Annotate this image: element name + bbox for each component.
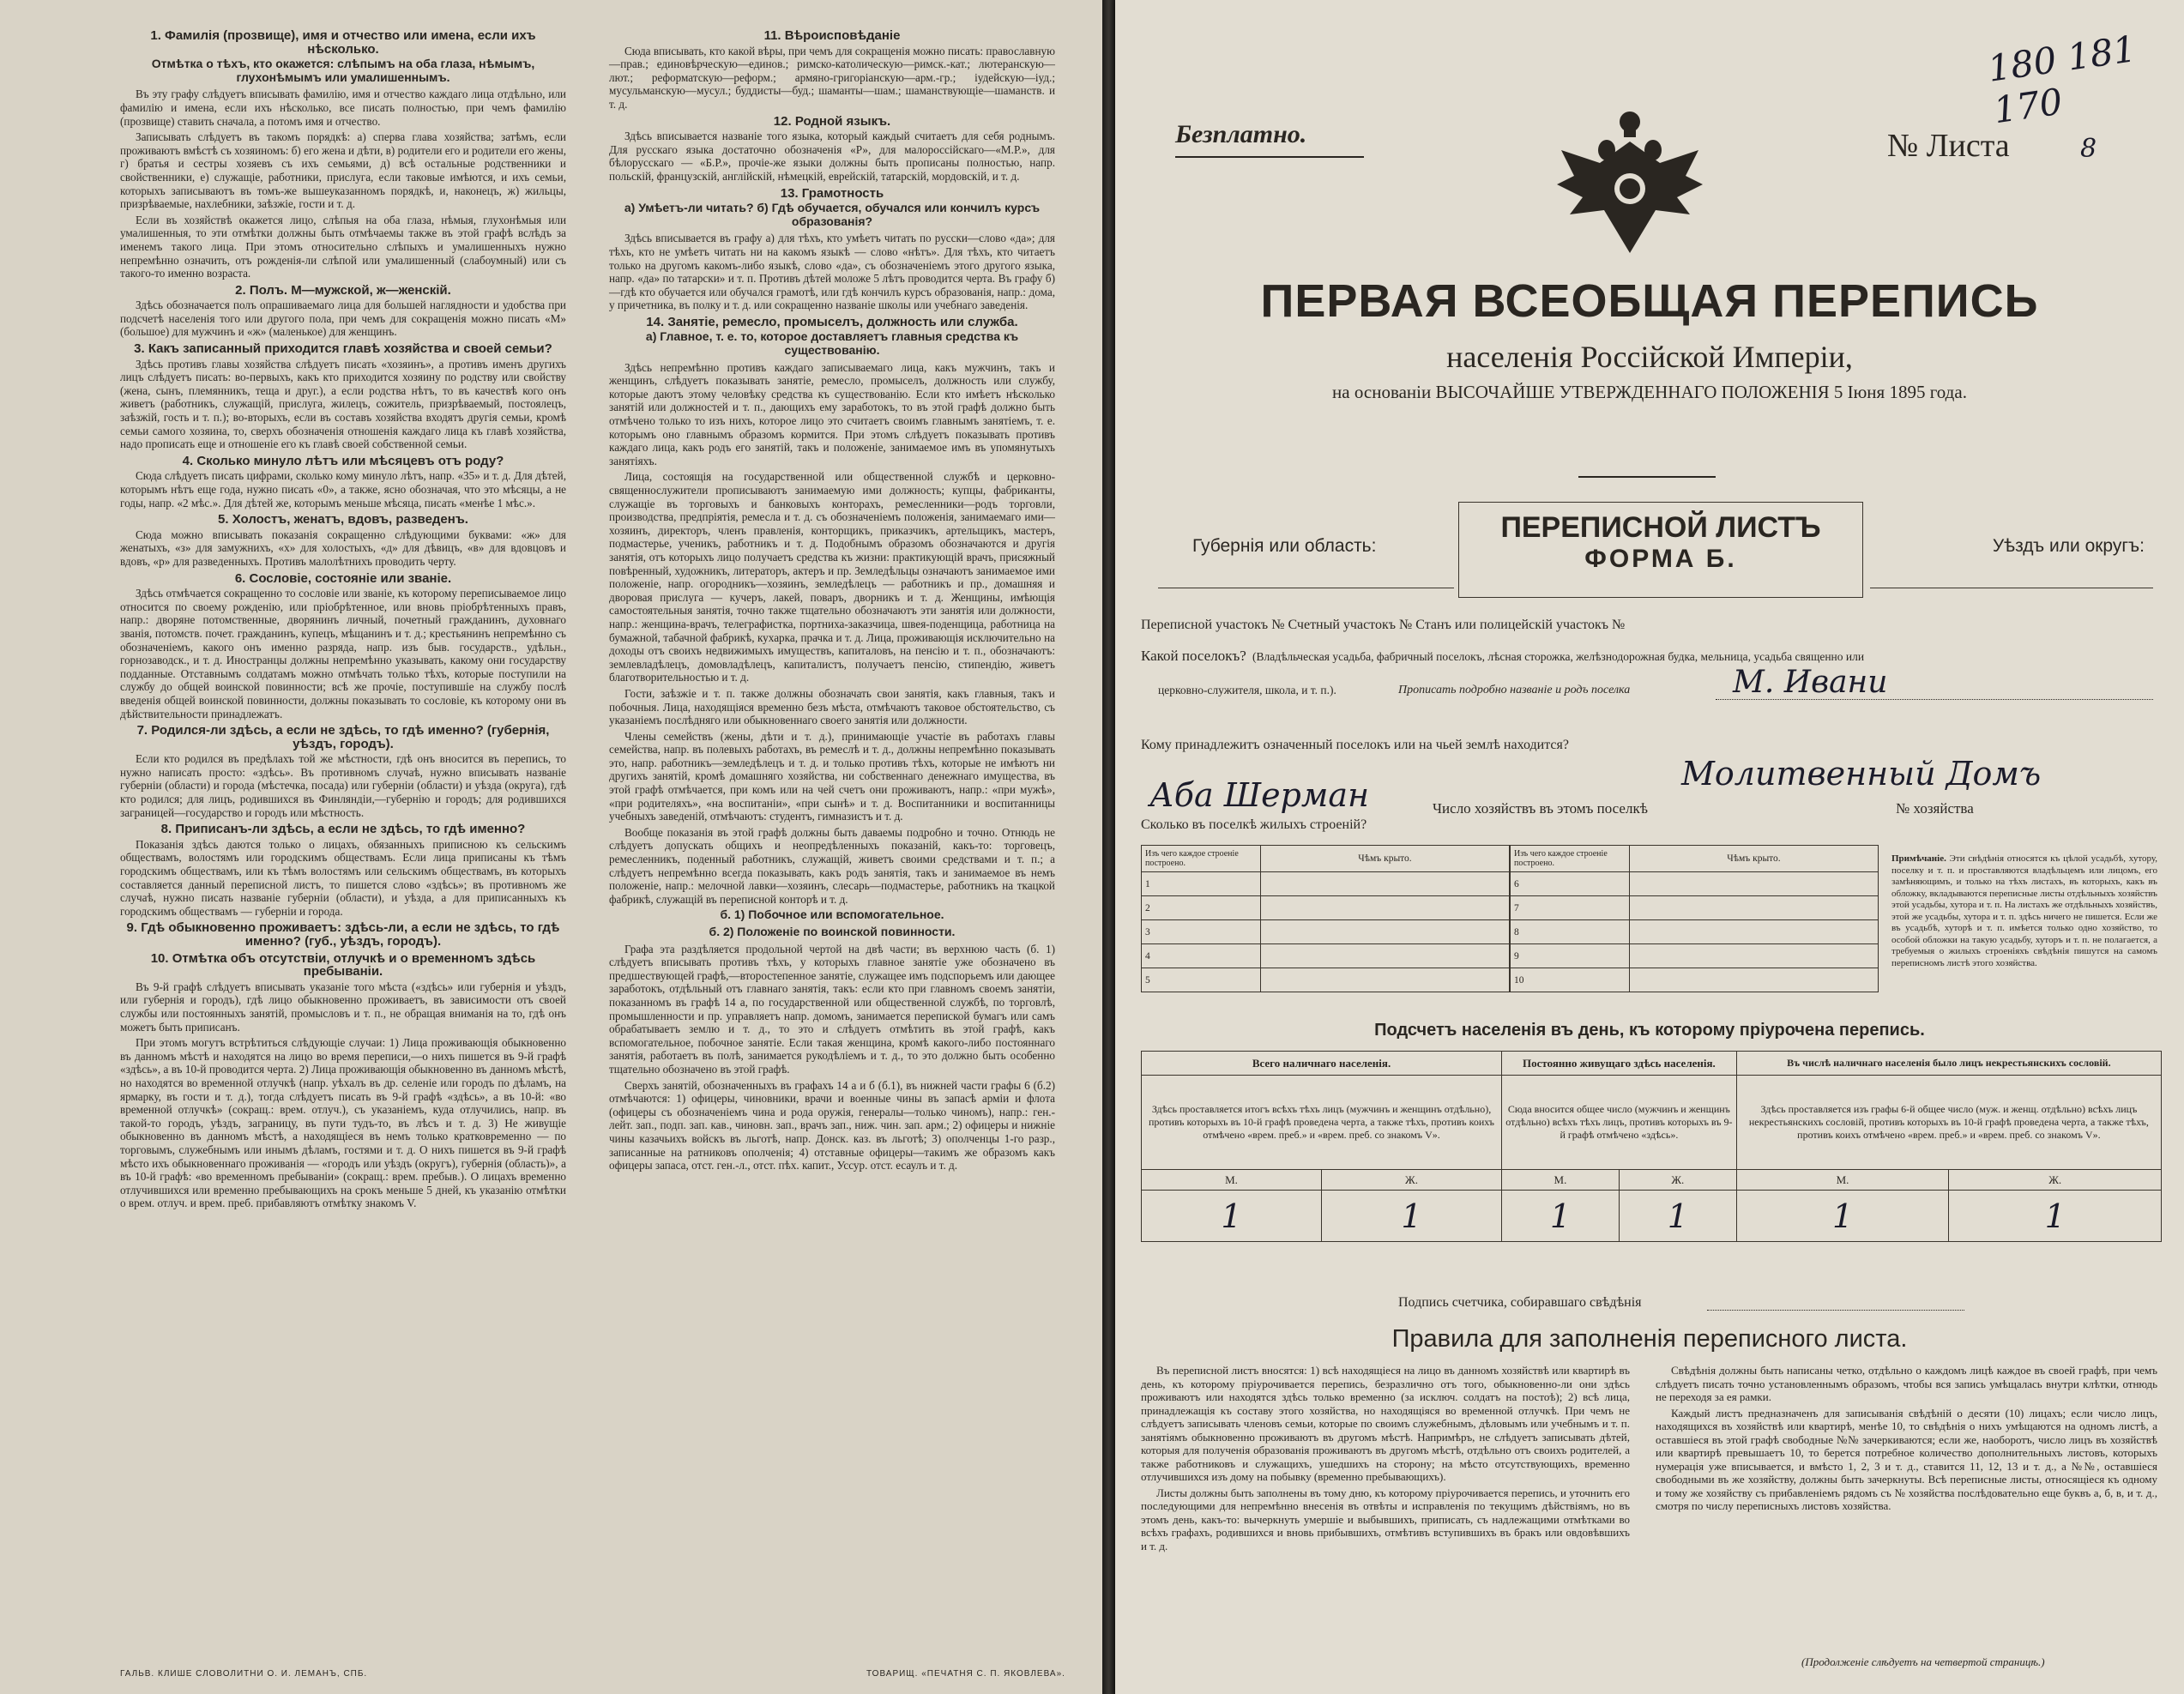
section-heading: 4. Сколько минуло лѣтъ или мѣсяцевъ отъ роду?: [182, 453, 504, 468]
section-heading: 3. Какъ записанный приходится главѣ хозяйства и своей семьи?: [134, 341, 552, 357]
buildings-table-left: [1141, 845, 1510, 992]
section-heading: 2. Полъ. М—мужской, ж—женскій.: [235, 282, 451, 298]
sheet-number-value: 8: [2080, 134, 2097, 164]
right-page: [1115, 0, 2184, 1694]
free-underline: [1175, 156, 1364, 158]
section-paragraph: Здѣсь обозначается полъ опрашиваемаго лица для большей наглядности и удобства при подсчетѣ населенія того или другого пола, при чемъ для сокращенія можно писать «М» (большое) для мужчинъ и «ж» (маленькое) для женщинъ.: [120, 298, 566, 339]
section-paragraph: Показанія здѣсь даются только о лицахъ, обязанныхъ приписною къ сельскимъ обществамъ, волостямъ или городскимъ обществамъ. Если лица приписаны къ тѣмъ городскимъ обществамъ, или къ тѣмъ волостямъ или сельскимъ обществамъ, въ которыхъ составляется данный переписной листъ, то пишется слово «здѣсь»; въ противномъ же случаѣ, нужно писать названіе губерніи (области), и уѣзда, а для приписанныхъ къ городскимъ обществамъ — губерніи и города.: [120, 837, 566, 918]
section-heading: 6. Сословіе, состояніе или званіе.: [234, 570, 452, 586]
count-value-nonpeasant-zh[interactable]: 1: [1949, 1191, 2162, 1242]
imperial-eagle-emblem: [1548, 103, 1711, 266]
count-header-permanent: Постоянно живущаго здѣсь населенія.: [1502, 1052, 1737, 1076]
enumerator-signature-line[interactable]: [1707, 1310, 1964, 1311]
settlement-instruction: Прописать подробно названіе и родъ поселка: [1398, 684, 1631, 696]
form-name: ФОРМА Б.: [1584, 545, 1737, 573]
building-material-header-2: Изъ чего каждое строеніе построено.: [1511, 846, 1630, 872]
section-paragraph: Сюда слѣдуетъ писать цифрами, сколько кому минуло лѣтъ, напр. «35» и т. д. Для дѣтей, которымъ нѣтъ еще года, нужно писать «0», а также, ясно обозначая, что это мѣсяцы, а не годы, напр. «2 мѣс.». Для дѣтей же, которымъ меньше мѣсяца, писать «менѣе 1 мѣс.».: [120, 469, 566, 509]
section-paragraph: Если кто родился въ предѣлахъ той же мѣстности, гдѣ онъ вносится въ перепись, то нужно написать просто: «здѣсь». Въ противномъ случаѣ, нужно вписывать названіе губерніи (области) и города (мѣстечка, посада) или губерніи (области) и уѣзда (округа), гдѣ кто родился; для лицъ, родившихся въ Финляндіи,—губернію и городъ; для родившихся заграницей—государство и городъ или мѣстность.: [120, 752, 566, 819]
count-m-label-2: М.: [1502, 1170, 1620, 1191]
population-count-table: [1141, 1051, 2162, 1242]
gubernia-field[interactable]: [1158, 519, 1454, 588]
count-desc-nonpeasant: Здѣсь проставляется изъ графы 6-й общее число (муж. и женщ. отдѣльно) всѣхъ лицъ некрестьянскихъ сословій, противъ которыхъ въ 10-й графѣ проведена черта, а также тѣхъ, противъ коихъ отмѣчено «врем. преб.» и «врем. преб. со знакомъ V».: [1736, 1076, 2161, 1170]
buildings-label: Сколько въ поселкѣ жилыхъ строеній?: [1141, 817, 1367, 832]
section-paragraph: Если въ хозяйствѣ окажется лицо, слѣпыя на оба глаза, нѣмыя, глухонѣмыя или умалишенныя, то эти отмѣтки должны быть отмѣчаемы также въ этой графѣ вслѣдъ за именемъ такого лица. При этомъ относительно слѣпыхъ и умалишенныхъ нужно непремѣнно означить, отъ рожденія-ли слѣпой или умалишенный (слабоумный) или съ такого-то именно возраста.: [120, 213, 566, 280]
section-heading: 7. Родился-ли здѣсь, а если не здѣсь, то гдѣ именно? (губернія, уѣздъ, городъ).: [136, 723, 550, 751]
free-label: Безплатно.: [1175, 120, 1307, 148]
district-line: Переписной участокъ № Счетный участокъ № Станъ или полицейскій участокъ №: [1141, 618, 1626, 632]
section-heading: 10. Отмѣтка объ отсутствіи, отлучкѣ и о временномъ здѣсь пребываніи.: [150, 950, 536, 980]
count-value-nonpeasant-m[interactable]: 1: [1736, 1191, 1949, 1242]
count-m-label-1: М.: [1142, 1170, 1322, 1191]
count-zh-label-2: Ж.: [1619, 1170, 1736, 1191]
settlement-label: Какой поселокъ?: [1141, 648, 1246, 664]
owner-handwritten[interactable]: Молитвенный Домъ: [1681, 755, 2042, 793]
main-title: ПЕРВАЯ ВСЕОБЩАЯ ПЕРЕПИСЬ: [1260, 275, 2039, 327]
section-heading: 9. Гдѣ обыкновенно проживаетъ: здѣсь-ли, а если не здѣсь, то гдѣ именно? (губ., уѣздъ, городъ).: [126, 920, 560, 949]
section-paragraph: Здѣсь непремѣнно противъ каждаго записываемаго лица, какъ мужчинъ, такъ и женщинъ, слѣдуетъ показывать занятіе, ремесло, промыселъ, должность или службу, которые даютъ этому человѣку средства къ существованію. Если кто имѣетъ нѣсколько занятій или должностей и т. п., дающихъ ему заработокъ, то въ этой графѣ должно быть отмѣчено только то изъ нихъ, которое лицо это считаетъ своимъ главнымъ занятіемъ, т. е. которымъ оно главнымъ образомъ кормится. При этомъ слѣдуетъ показывать противъ каждаго лица, какъ родъ его занятій, такъ и положеніе, занимаемое имъ въ упомянутыхъ занятіяхъ.: [609, 360, 1055, 467]
continued-note: (Продолженіе слѣдуетъ на четвертой страницѣ.): [1801, 1655, 2045, 1668]
instructions-column-1: [120, 26, 566, 1213]
section-paragraph: Графа эта раздѣляется продольной чертой на двѣ части; въ верхнюю часть (б. 1) слѣдуетъ вписывать противъ тѣхъ, у которыхъ главное занятіе уже обозначено въ предшествующей графѣ,—второстепенное занятіе, служащее имъ подспорьемъ или дающее заработокъ, отдѣльный отъ главнаго занятія, такъ: если кто при главномъ своемъ занятіи, показанномъ въ графѣ 14 а, по государственной или общественной службѣ, по торговлѣ, промышленности и пр. управляетъ напр. домомъ, занимается перепиской бумагъ или самъ обрабатываетъ землю и т. д., то это и слѣдуетъ отмѣтить въ этой графѣ, какъ вспомогательное, побочное занятіе. Если такая женщина, кромѣ какого-либо постояннаго занятія, работаетъ въ полѣ, занимается рукодѣліемъ и т. д., то это должно быть особенно тщательно обозначено въ этой графѣ.: [609, 942, 1055, 1076]
rules-title: Правила для заполненія переписного листа.: [1391, 1325, 1908, 1353]
gubernia-label: Губернія или область:: [1192, 536, 1377, 556]
book-spine: [1102, 0, 1115, 1694]
count-m-label-3: М.: [1736, 1170, 1949, 1191]
settlement-dotted-line: [1716, 699, 2153, 700]
section-paragraph: Въ 9-й графѣ слѣдуетъ вписывать указаніе того мѣста («здѣсь» или губернія и уѣздъ, или губернія и городъ), гдѣ лицо обыкновенно проживаетъ, въ зависимости отъ своей службы или постоянныхъ занятій, промысловъ и т. п., не обращая вниманія на то, гдѣ онъ можетъ быть приписанъ.: [120, 980, 566, 1034]
section-subheading: а) Главное, т. е. то, которое доставляетъ главныя средства къ существованію.: [645, 329, 1019, 358]
section-paragraph: При этомъ могутъ встрѣтиться слѣдующіе случаи: 1) Лица проживающія обыкновенно въ данномъ мѣстѣ и находятся на лицо во время переписи,—о нихъ пишется въ 9-й графѣ «здѣсь», а въ 10-й проводится черта. 2) Лица проживающія обыкновенно въ данномъ мѣстѣ, но находятся во временной отлучкѣ (напр. уѣхалъ въ др. селеніе или городъ по дѣламъ, на ярмарку, въ гости и т. д.), тогда слѣдуетъ писать въ 9-й графѣ «здѣсь», а въ 10-й: «во временной отлучкѣ» (сокращ.: врем. отлуч.), съ указаніемъ, куда отлучились, напр. въ такой-то городъ, уѣздъ, заграницу, въ пути тудъ-то, въ лѣсъ и т. д. 3) Не живущіе обыкновенно въ данномъ мѣстѣ, а находящіеся въ немъ только кратковременно — по торговымъ, служебнымъ или инымъ дѣламъ, гостями и т. д. О нихъ пишется въ 9-й графѣ мѣсто ихъ обыкновеннаго проживанія — «городъ или уѣздъ (округъ), губернія (область)», а въ 10-й графѣ: «во временномъ пребываніи» (сокращ.: врем. пребыв.). О лицахъ временно отлучившихся или временно пребывающихъ на срокъ меньше 5 дней, къ указанію отмѣтки о врем. отлуч. и врем. преб. прибавляютъ отмѣтку знакомъ V.: [120, 1036, 566, 1210]
rules-paragraph: Свѣдѣнія должны быть написаны четко, отдѣльно о каждомъ лицѣ каждое въ своей графѣ, при чемъ слѣдуетъ писать точно установленнымъ образомъ, чтобы вся запись умѣщалась внутри клѣтки, отнюдь не переходя за ея рамки.: [1656, 1364, 2157, 1403]
section-subheading: а) Умѣетъ-ли читать? б) Гдѣ обучается, обучался или кончилъ курсъ образованія?: [624, 201, 1041, 228]
count-desc-present: Здѣсь проставляется итогъ всѣхъ тѣхъ лицъ (мужчинъ и женщинъ отдѣльно), противъ которыхъ въ 10-й графѣ проведена черта, а также тѣхъ, противъ коихъ отмѣчено «врем. преб.» и «врем. преб. со знакомъ V».: [1142, 1076, 1502, 1170]
section-paragraph: Сверхъ занятій, обозначенныхъ въ графахъ 14 а и б (б.1), въ нижней части графы 6 (б.2) отмѣчаются: 1) офицеры, чиновники, врачи и военные чины въ запасѣ арміи и флота (офицеры съ обозначеніемъ чина и рода оружія, генералы—только чиномъ), напр.: ген.-лейт. зап., подп. зап. кав., чиновн. зап., врачъ зап., ниж. чин. зап. арм.; 2) офицеры и нижніе чины казачьихъ войскъ въ льготѣ, напр. Донск. каз. въ льготѣ; 3) ополченцы 1-го разр., записанные на ратниковъ ополченія; 4) отставные офицеры—такимъ же образомъ какъ офицеры запаса, отст. ген.-л., отст. пѣх. капит., Уссур. отст. есаулъ и т. д.: [609, 1078, 1055, 1173]
building-row-5[interactable]: 5: [1142, 968, 1261, 992]
household-number-label: № хозяйства: [1896, 800, 1974, 817]
building-row-9[interactable]: 9: [1511, 944, 1630, 968]
building-row-1[interactable]: 1: [1142, 872, 1261, 896]
count-desc-permanent: Сюда вносится общее число (мужчинъ и женщинъ отдѣльно) всѣхъ тѣхъ лицъ, противъ которыхъ въ 9-й графѣ отмѣчено «здѣсь».: [1502, 1076, 1737, 1170]
section-paragraph: Здѣсь вписывается названіе того языка, который каждый считаетъ для себя роднымъ. Для русскаго языка достаточно обозначенія «Р», для малороссійскаго—«М.Р.», для бѣлорусскаго — «Б.Р.», прочіе-же языки должны быть прописаны полностью, напр. польскій, французскій, англійскій, нѣмецкій, еврейскій, татарскій, мордовскій, и т. д.: [609, 130, 1055, 183]
building-row-2[interactable]: 2: [1142, 896, 1261, 920]
building-row-7[interactable]: 7: [1511, 896, 1630, 920]
count-value-present-zh[interactable]: 1: [1321, 1191, 1501, 1242]
building-row-6[interactable]: 6: [1511, 872, 1630, 896]
section-paragraph: Здѣсь противъ главы хозяйства слѣдуетъ писать «хозяинъ», а противъ именъ другихъ лицъ слѣдуетъ писать: во-первыхъ, какъ кто приходится хозяину по родству или свойству (жена, сынъ, племянникъ, теща и друг.), а если родства нѣтъ, то въ качествѣ кого онъ живетъ (работникъ, служащій, прислуга, жилецъ, сожитель, призрѣваемый, постоялецъ, заѣзжій, гость и т. п.); во-вторыхъ, если въ составъ хозяйства входятъ другія семьи, кромѣ семьи самого хозяина, то, сверхъ обозначенія отношенія каждаго лица къ главѣ хозяйства, надо прописать еще и отношеніе его къ главѣ своей собственной семьи.: [120, 357, 566, 451]
count-header-present: Всего наличнаго населенія.: [1142, 1052, 1502, 1076]
buildings-table-right: [1510, 845, 1879, 992]
section-subheading: Отмѣтка о тѣхъ, кто окажется: слѣпымъ на оба глаза, нѣмымъ, глухонѣмымъ или умалишеннымъ.: [151, 57, 535, 84]
sheet-number-label: № Листа: [1887, 128, 2010, 164]
section-heading: 5. Холостъ, женатъ, вдовъ, разведенъ.: [218, 512, 468, 527]
section-subheading: б. 2) Положеніе по воинской повинности.: [709, 925, 956, 938]
building-roof-header-2: Чѣмъ крыто.: [1630, 846, 1879, 872]
section-paragraph: Вообще показанія въ этой графѣ должны быть даваемы подробно и точно. Отнюдь не слѣдуетъ допускать общихъ и неопредѣленныхъ показаній, какъ-то: торговецъ, ремесленникъ, поденный работникъ, служащій, живетъ своими средствами и т. п.; а слѣдуетъ непремѣнно всегда показывать, какъ родъ занятія, такъ и занимаемое въ немъ положеніе, напр.: мелочной лавки—хозяинъ, слесарь—подмастерье, работникъ на ткацкой фабрикѣ, служащій въ переписной конторѣ и т. д.: [609, 825, 1055, 906]
enumerator-signature-label: Подпись счетчика, собиравшаго свѣдѣнія: [1398, 1295, 1642, 1310]
population-count-title: Подсчетъ населенія въ день, къ которому пріурочена перепись.: [1374, 1021, 1925, 1040]
section-paragraph: Сюда вписывать, кто какой вѣры, при чемъ для сокращенія можно писать: православную—прав.; единовѣрческую—единов.; римско-католическую—римск.-кат.; лютеранскую—лют.; реформатскую—реформ.; армяно-григоріанскую—арм.-гр.; іудейскую—іуд.; мусульманскую—мусул.; буддисты—буд.; шаманты—шам.; шаманствующіе—шаманств. и т. д.: [609, 44, 1055, 111]
rules-paragraph: Каждый листъ предназначенъ для записыванія свѣдѣній о десяти (10) лицахъ; если число лицъ, находящихся въ хозяйствѣ или квартирѣ, менѣе 10, то свѣдѣнія о нихъ умѣщаются на одномъ листѣ, а оставшіеся въ этой графѣ свободные №№ зачеркиваются; если же, наоборотъ, число лицъ въ хозяйствѣ или квартирѣ превышаетъ 10, то берется потребное количество дополнительныхъ листовъ, которыхъ нумерація уже вписывается, и вмѣсто 1, 2, 3 и т. д., ставится 11, 12, 13 и т. д., а №№, оставшіеся свободными въ же хозяйству, должны быть зачеркнуты. Всѣ переписные листы, относящіеся къ одному и тому же хозяйству съ прибавленіемъ рядомъ съ № хозяйства послѣдовательно еще буквъ а, б, в, и т. д., смотря по числу переписныхъ листовъ хозяйства.: [1656, 1406, 2157, 1512]
owner-label: Кому принадлежитъ означенный поселокъ или на чьей землѣ находится?: [1141, 738, 1569, 752]
section-heading: 12. Родной языкъ.: [773, 113, 891, 129]
footer-left-text: ГАЛЬВ. КЛИШЕ СЛОВОЛИТНИ О. И. ЛЕМАНЪ, СПБ.: [120, 1669, 368, 1679]
settlement-note-2: церковно-служителя, школа, и т. п.).: [1158, 684, 1336, 696]
buildings-note-text: Эти свѣдѣнія относятся къ цѣлой усадьбѣ, хутору, поселку и т. п. и проставляются владѣльцемъ или лицомъ, его замѣняющимъ, и только на тѣхъ листахъ, въ которыхъ, какъ въ обложку, вкладываются переписные листы отдѣльныхъ хозяйствъ этой усадьбы, хутора и т. п. На листахъ же отдѣльныхъ хозяйствъ, этой же усадьбы, хутора и т. п. здѣсь ничего не пишется. Если же въ усадьбѣ, хуторѣ и т. п. имѣется только одно хозяйство, то особой обложки на такую усадьбу, хуторъ и т. п. не полагается, а требуемыя о жилыхъ строеніяхъ свѣдѣнія пишутся на самомъ переписномъ листѣ этого хозяйства.: [1891, 853, 2157, 968]
rules-column-2: [1656, 1364, 2157, 1516]
settlement-note: (Владѣльческая усадьба, фабричный поселокъ, лѣсная сторожка, желѣзнодорожная будка, мельница, усадьба священно или: [1252, 650, 1865, 663]
household-count-label: Число хозяйствъ въ этомъ поселкѣ: [1433, 800, 1648, 817]
building-row-3[interactable]: 3: [1142, 920, 1261, 944]
count-zh-label-1: Ж.: [1321, 1170, 1501, 1191]
buildings-note-head: Примѣчаніе.: [1891, 853, 1946, 864]
rules-paragraph: Въ переписной листъ вносятся: 1) всѣ находящіеся на лицо въ данномъ хозяйствѣ или квартирѣ въ день, къ которому пріурочивается перепись, безразлично отъ того, обыкновенно-ли они здѣсь проживаютъ или находятся здѣсь только временно (за исключ. солдатъ на постоѣ); 2) всѣ лица, принадлежащія къ составу этого хозяйства, но находящіяся во временной отлучкѣ. При чемъ не слѣдуетъ записывать членовъ семьи, которые по своимъ служебнымъ, дѣловымъ или учебнымъ и т. п. занятіямъ обыкновенно проживаютъ въ другомъ мѣстѣ. Напримѣръ, не слѣдуетъ записывать дѣтей, которыя для полученія образованія проживаютъ въ другомъ мѣстѣ, отдѣльно отъ своихъ родителей, а также работниковъ и служащихъ, ушедшихъ на сторону; на мѣсто отсутствующихъ, временно отлучившихся изъ дому на побывку (временно пребывающихъ).: [1141, 1364, 1630, 1483]
building-roof-header: Чѣмъ крыто.: [1261, 846, 1510, 872]
section-paragraph: Гости, заѣзжіе и т. п. также должны обозначать свои занятія, какъ главныя, такъ и побочныя. Лица, находящіяся временно безъ мѣста, отмѣчаютъ таковое обстоятельство, съ указаніемъ послѣдняго или обыкновеннаго своего занятія или должности.: [609, 686, 1055, 727]
section-paragraph: Въ эту графу слѣдуетъ вписывать фамилію, имя и отчество каждаго лица отдѣльно, или фамилію и имена, если ихъ нѣсколько, все писать полностью, при чемъ фамилію (прозвище) ставить сначала, а потомъ имя и отчество.: [120, 87, 566, 128]
section-heading: 11. Вѣроисповѣданіе: [763, 28, 901, 43]
count-zh-label-3: Ж.: [1949, 1170, 2162, 1191]
owner-name-handwritten[interactable]: Аба Шерман: [1149, 776, 1370, 814]
subtitle-decree: на основаніи ВЫСОЧАЙШЕ УТВЕРЖДЕННАГО ПОЛОЖЕНІЯ 5 Іюня 1895 года.: [1332, 382, 1967, 402]
building-row-10[interactable]: 10: [1511, 968, 1630, 992]
buildings-note: [1891, 853, 2157, 969]
section-paragraph: Здѣсь отмѣчается сокращенно то сословіе или званіе, къ которому переписываемое лицо относится по своему рожденію, или пріобрѣтенное, или вновь пріобрѣтенныхъ правъ, напр.: дворяне потомственные, дворянинъ личный, почетный гражданинъ, духовнаго званія, потомств. почет. гражданинъ, купецъ, мѣщанинъ и т. д.; крестьянинъ непремѣнно съ обозначеніемъ, какого онъ именно разряда, напр. изъ быв. государств., удѣльн., горнозаводск., и т. д. Иностранцы должны непремѣнно указывать, какому они государству подданные. Отставнымъ солдатамъ можно отмѣчать только тѣхъ, которые поступили на службу до общей воинской повинности; всѣ же прочіе, поступившіе на службу послѣ введенія общей воинской повинности, должны показывать то сословіе, къ которому они въ дѣйствительности принадлежатъ.: [120, 587, 566, 720]
section-heading: 8. Приписанъ-ли здѣсь, а если не здѣсь, то гдѣ именно?: [160, 822, 526, 837]
section-heading: 14. Занятіе, ремесло, промыселъ, должность или служба.: [646, 314, 1018, 329]
subtitle-population: населенія Россійской Имперіи,: [1446, 340, 1853, 374]
building-row-4[interactable]: 4: [1142, 944, 1261, 968]
section-paragraph: Члены семействъ (жены, дѣти и т. д.), принимающіе участіе въ работахъ главы семейства, напр. въ полевыхъ работахъ, въ ремеслѣ и т. д., должны непремѣнно показывать это, напр. работникъ—земледѣлецъ и т. д. и только противъ тѣхъ, которые не имѣютъ ни другихъ занятій, кромѣ домашняго хозяйства, ни собственнаго денежнаго имущества, въ этой графѣ отмѣчается, при комъ или на чей счетъ они проживаютъ, напр.: «при мужѣ», «при родителяхъ», «на воспитаніи», «при сынѣ» и т. д. Воспитанники и воспитанницы учебныхъ заведеній, отмѣчаютъ: студентъ, гимназистъ и т. д.: [609, 729, 1055, 823]
uezd-label: Уѣздъ или округъ:: [1992, 536, 2145, 556]
section-heading: 13. Грамотность: [780, 185, 884, 201]
rules-paragraph: Листы должны быть заполнены въ тому дню, къ которому пріурочивается перепись, и уточнить его последующими для непремѣнно внесенія въ отвѣты и исправленія по текущимъ дѣйствіямъ, но въ этомъ день, какъ-то: вычеркнуть умершіе и выбывшихъ, приписать, съ надлежащими отмѣтками во всѣхъ графахъ, родившихся и вновь прибывшихъ, отмѣтивъ вступившихъ въ бракъ или овдовѣвшихъ и т. д.: [1141, 1486, 1630, 1552]
settlement-handwritten[interactable]: М. Ивани: [1733, 665, 1888, 700]
section-paragraph: Сюда можно вписывать показанія сокращенно слѣдующими буквами: «ж» для женатыхъ, «з» для замужнихъ, «х» для холостыхъ, «д» для дѣвицъ, «в» для вдовцовъ и вдовъ, «р» для разведенныхъ. Противъ малолѣтнихъ проводить черту.: [120, 527, 566, 568]
title-divider: [1578, 476, 1716, 478]
form-title: ПЕРЕПИСНОЙ ЛИСТЪ: [1500, 511, 1821, 544]
building-material-header: Изъ чего каждое строеніе построено.: [1142, 846, 1261, 872]
count-value-permanent-m[interactable]: 1: [1502, 1191, 1620, 1242]
section-paragraph: Лица, состоящія на государственной или общественной службѣ и церковно-священнослужители прописываютъ занимаемую ими должность; купцы, фабриканты, служащіе въ торговыхъ и банковыхъ конторахъ, ремесленники—родъ торговли, производства, предпріятія, ремесла и т. д. съ обозначеніемъ положенія, занимаемаго ими—хозяинъ, директоръ, членъ правленія, конторщикъ, приказчикъ, артельщикъ, мастеръ, подмастерье, ученикъ, работникъ и т. д. Подобнымъ образомъ обозначаются и другія занятія, отъ которыхъ лицо получаетъ средства къ жизни: практикующій врачъ, присяжный повѣренный, художникъ, литераторъ, актеръ и пр. Земледѣльцы означаютъ занимаемое ими положеніе, напр. огородникъ—хозяинъ, земледѣлецъ — работникъ и пр., домашняя и дворовая прислуга — кучеръ, лакей, поваръ, дворникъ и т. д. Женщины, имѣющія самостоятельныя занятія, точно также тщательно обозначаютъ эти занятія или должности, напр.: женщина-врачъ, телеграфистка, портниха-заказчица, швея-поденщица, работница на бумажной, табачной фабрикѣ, кухарка, прачка и т. д. Лица, проживающія исключительно на доходы отъ своихъ недвижимыхъ имуществъ, капиталовъ, на пенсію и т. п., обозначаютъ: землевладѣлецъ, домовладѣлецъ, капиталистъ, получаетъ пенсію, стипендію, живетъ благотворительностью и т. д.: [609, 470, 1055, 684]
count-value-present-m[interactable]: 1: [1142, 1191, 1322, 1242]
section-paragraph: Здѣсь вписывается въ графу а) для тѣхъ, кто умѣетъ читать по русски—слово «да»; для тѣхъ, кто не умѣетъ читать ни на какомъ языкѣ — слово «нѣтъ». Для тѣхъ, кто читаетъ только на другомъ какомъ-либо языкѣ, слово «да», съ обозначеніемъ этого другого языка, напр. «да» по татарски» и т. п. Противъ дѣтей моложе 5 лѣтъ проводится черта. Въ графу б)—гдѣ кто обучается или обучался грамотѣ, или гдѣ кончилъ курсъ образованія, напр.: дома, у причетника, въ полку и т. д. или сокращенно названіе школы или учебнаго заведенія.: [609, 232, 1055, 312]
section-paragraph: Записывать слѣдуетъ въ такомъ порядкѣ: а) сперва глава хозяйства; затѣмъ, если проживаютъ вмѣстѣ съ хозяиномъ: б) его жена и дѣти, в) родители его и родители его жены, г) братья и сестры хозяевъ съ ихъ семьями, д) всѣ остальные родственники и свойственники, е) служащіе, работники, прислуга, если таковые имѣются, и ихъ семьи, которыхъ записываютъ въ томъ-же вышеуказанномъ порядкѣ, и, наконецъ, ж) жильцы, призрѣваемые, нахлебники, заѣзжіе, гости и т. д.: [120, 130, 566, 211]
section-heading: 1. Фамилія (прозвище), имя и отчество или имена, если ихъ нѣсколько.: [150, 28, 536, 57]
handwritten-sheet-numbers: 180 181 170: [1985, 27, 2139, 132]
rules-column-1: [1141, 1364, 1630, 1555]
uezd-field[interactable]: [1870, 519, 2153, 588]
building-row-8[interactable]: 8: [1511, 920, 1630, 944]
count-value-permanent-zh[interactable]: 1: [1619, 1191, 1736, 1242]
count-header-nonpeasant: Въ числѣ наличнаго населенія было лицъ некрестьянскихъ сословій.: [1736, 1052, 2161, 1076]
section-subheading: б. 1) Побочное или вспомогательное.: [720, 907, 944, 922]
footer-right-text: ТОВАРИЩ. «ПЕЧАТНЯ С. П. ЯКОВЛЕВА».: [866, 1669, 1065, 1679]
instructions-column-2: [609, 26, 1055, 1175]
form-title-box: [1458, 502, 1863, 598]
